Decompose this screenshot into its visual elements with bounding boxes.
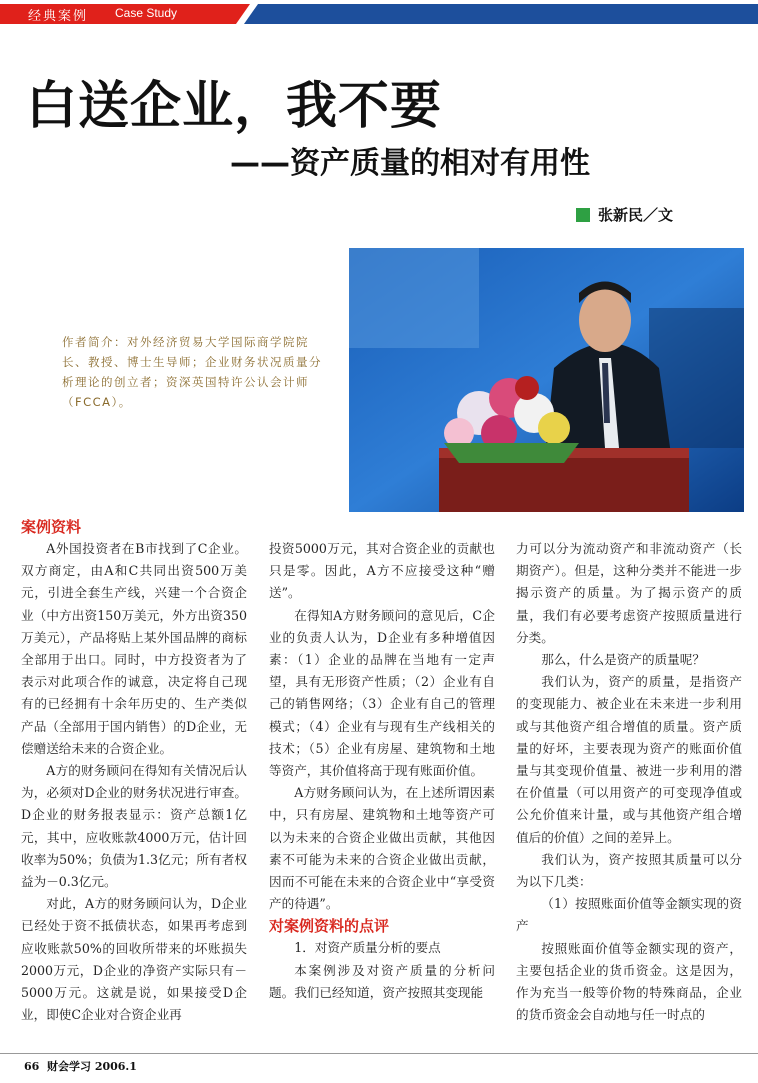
page-footer <box>24 1058 137 1074</box>
green-square-icon <box>576 208 590 222</box>
speaker-photo <box>349 248 744 512</box>
journal-issue: 财会学习 2006.1 <box>46 1060 137 1073</box>
column-header <box>0 0 758 26</box>
paragraph: 投资5000万元，其对合资企业的贡献也只是零。因此，A方不应接受这种“赠送”。 <box>269 541 495 601</box>
paragraph: A外国投资者在B市找到了C企业。双方商定，由A和C共同出资500万美元，引进全套生产线，兴建一个合资企业（中方出资150万美元，外方出资350万美元），产品将贴上某外国品牌的商标全部用于出口。同时，中方投资者为了表示对此项合作的诚意，决定将自己现有的已经拥有十余年历史的、生产类似产品（全部用于国内销售）的D企业，无偿赠送给未来的合资企业。 <box>21 541 247 756</box>
body-column-1 <box>21 516 247 1026</box>
speaker-photo-icon <box>349 248 744 512</box>
article-title: 白送企业，我不要 <box>26 77 443 136</box>
section-heading-case: 案例资料 <box>21 518 82 536</box>
subsection-heading: （1）按照账面价值等金额实现的资产 <box>516 896 742 934</box>
author-name: 张新民／文 <box>598 206 674 224</box>
paragraph: 我们认为，资产的质量，是指资产的变现能力、被企业在未来进一步利用或与其他资产组合增值的质量。资产质量的好坏，主要表现为资产的账面价值量与其变现价值量、被进一步利用的潜在价值量（可以用资产的可变现净值或公允价值来计量，或与其他资产组合增值后的价值）之间的差异上。 <box>516 674 742 845</box>
author-line <box>576 204 673 225</box>
paragraph: A方财务顾问认为，在上述所谓因素中，只有房屋、建筑物和土地等资产可以为未来的合资企业做出贡献，其他因素不可能为未来的合资企业做出贡献，因而不可能在未来的合资企业中“享受资产的待遇”。 <box>269 785 495 912</box>
article-subtitle: ——资产质量的相对有用性 <box>230 146 590 181</box>
author-bio: 作者简介：对外经济贸易大学国际商学院院长、教授、博士生导师；企业财务状况质量分析理论的创立者；资深英国特许公认会计师（FCCA）。 <box>62 335 322 409</box>
page-number: 66 <box>24 1060 40 1073</box>
section-heading-comment: 对案例资料的点评 <box>269 917 390 936</box>
paragraph: 我们认为，资产按照其质量可以分为以下几类： <box>516 851 742 890</box>
paragraph: 那么，什么是资产的质量呢？ <box>541 652 705 668</box>
subsection-heading: 1．对资产质量分析的要点 <box>294 940 441 956</box>
paragraph: 本案例涉及对资产质量的分析问题。我们已经知道，资产按照其变现能 <box>269 962 495 1000</box>
paragraph: A方的财务顾问在得知有关情况后认为，必须对D企业的财务状况进行审查。D企业的财务报表显示：资产总额1亿元，其中，应收账款4000万元，估计回收率为50%；负债为1.3亿元；所有者权益为－0.3亿元。 <box>21 763 247 890</box>
column-name: 经典案例 <box>28 9 89 24</box>
body-column-2 <box>269 538 495 1004</box>
paragraph: 按照账面价值等金额实现的资产，主要包括企业的货币资金。这是因为，作为充当一般等价物的特殊商品，企业的货币资金会自动地与任一时点的 <box>516 940 742 1023</box>
footer-rule <box>0 1053 758 1054</box>
paragraph: 在得知A方财务顾问的意见后，C企业的负责人认为，D企业有多种增值因素：（1）企业的品牌在当地有一定声望，具有无形资产性质；（2）企业有自己的销售网络；（3）企业有自己的管理模式；（4）企业有与现有生产线相关的技术；（5）企业有房屋、建筑物和土地等资产，其价值将高于现有账面价值。 <box>269 607 495 779</box>
header-blue-band <box>258 4 758 24</box>
column-name-en: Case Study <box>115 6 178 20</box>
body-column-3 <box>516 538 742 1026</box>
paragraph: 对此，A方的财务顾问认为，D企业已经处于资不抵债状态，如果再考虑到应收账款50%的回收所带来的坏账损失2000万元，D企业的净资产实际只有－5000万元。这就是说，如果接受D企业，即使C企业对合资企业再 <box>21 896 247 1023</box>
paragraph: 力可以分为流动资产和非流动资产（长期资产）。但是，这种分类并不能进一步揭示资产的质量。为了揭示资产的质量，我们有必要考虑资产按照质量进行分类。 <box>516 541 742 645</box>
